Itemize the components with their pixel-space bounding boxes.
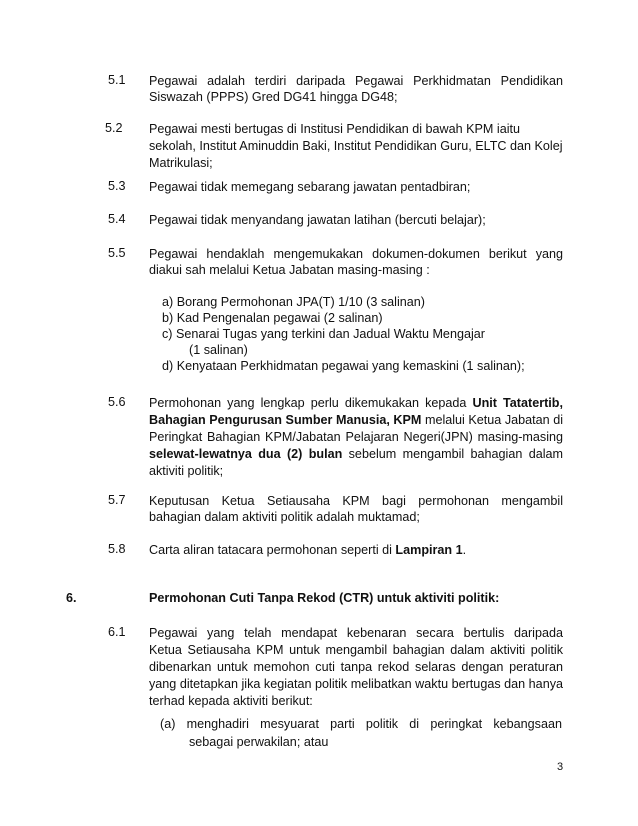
text-line: yang ditetapkan jika kegiatan politik melibatkan waktu bertugas dan hanya: [149, 677, 563, 691]
clause-text: [149, 246, 563, 278]
clause-number: 5.3: [108, 179, 126, 193]
text-line: Bahagian Pengurusan Sumber Manusia, KPM melalui Ketua Jabatan di: [149, 413, 564, 427]
text-line: Peringkat Bahagian KPM/Jabatan Pelajaran Negeri(JPN) masing-masing: [149, 430, 563, 444]
clause-text: [149, 179, 563, 195]
text-line: bahagian dalam aktiviti politik adalah muktamad;: [149, 510, 420, 524]
text-line: Pegawai adalah terdiri daripada Pegawai Perkhidmatan Pendidikan: [149, 74, 563, 88]
list-item: (1 salinan): [189, 343, 248, 357]
clause-number: 5.4: [108, 212, 126, 226]
text-line: Pegawai hendaklah mengemukakan dokumen-dokumen berikut yang: [149, 247, 563, 261]
text-line: Pegawai yang telah mendapat kebenaran secara bertulis daripada: [149, 626, 563, 640]
clause-number: 5.8: [108, 542, 126, 556]
clause-text: [149, 625, 563, 710]
clause-number: 5.7: [108, 493, 126, 507]
text-line: dibenarkan untuk memohon cuti tanpa rekod selaras dengan peraturan: [149, 660, 563, 674]
section-number: 6.: [66, 591, 77, 605]
clause-text: [149, 493, 563, 525]
document-list: [162, 294, 562, 374]
clause-text: [149, 73, 563, 105]
text-line: Pegawai tidak menyandang jawatan latihan (bercuti belajar);: [149, 213, 486, 227]
text-line: Pegawai mesti bertugas di Institusi Pendidikan di bawah KPM iaitu: [149, 122, 521, 136]
text-line: Permohonan yang lengkap perlu dikemukakan kepada Unit Tatatertib,: [149, 396, 563, 410]
clause-number: 6.1: [108, 625, 126, 639]
text-line: Ketua Setiausaha KPM untuk mengambil bahagian dalam aktiviti politik: [149, 643, 563, 657]
clause-number: 5.1: [108, 73, 126, 87]
text-line: selewat-lewatnya dua (2) bulan sebelum mengambil bahagian dalam: [149, 447, 563, 461]
text-line: Siswazah (PPPS) Gred DG41 hingga DG48;: [149, 90, 398, 104]
list-item: a) Borang Permohonan JPA(T) 1/10 (3 salinan): [162, 295, 425, 309]
clause-number: 5.5: [108, 246, 126, 260]
clause-text: [149, 212, 563, 228]
text-line: Carta aliran tatacara permohonan seperti di Lampiran 1.: [149, 543, 467, 557]
list-item: c) Senarai Tugas yang terkini dan Jadual Waktu Mengajar: [162, 327, 485, 341]
text-line: Matrikulasi;: [149, 156, 213, 170]
clause-text: [149, 542, 563, 558]
text-line: (a) menghadiri mesyuarat parti politik di peringkat kebangsaan: [160, 717, 562, 731]
sub-item-a: [160, 715, 562, 751]
text-line: diakui sah melalui Ketua Jabatan masing-masing :: [149, 263, 430, 277]
text-line: Keputusan Ketua Setiausaha KPM bagi permohonan mengambil: [149, 494, 563, 508]
list-item: b) Kad Pengenalan pegawai (2 salinan): [162, 311, 383, 325]
clause-text: [149, 121, 563, 172]
section-title: Permohonan Cuti Tanpa Rekod (CTR) untuk aktiviti politik:: [149, 591, 500, 605]
text-line: sebagai perwakilan; atau: [189, 735, 329, 749]
clause-number: 5.2: [105, 121, 123, 135]
text-line: sekolah, Institut Aminuddin Baki, Institut Pendidikan Guru, ELTC dan Kolej: [149, 139, 563, 153]
text-line: terhad kepada aktiviti berikut:: [149, 694, 313, 708]
text-line: aktiviti politik;: [149, 464, 224, 478]
text-line: Pegawai tidak memegang sebarang jawatan pentadbiran;: [149, 180, 471, 194]
list-item: d) Kenyataan Perkhidmatan pegawai yang kemaskini (1 salinan);: [162, 359, 525, 373]
clause-number: 5.6: [108, 395, 126, 409]
page-number: 3: [557, 761, 564, 773]
clause-text: [149, 395, 563, 480]
